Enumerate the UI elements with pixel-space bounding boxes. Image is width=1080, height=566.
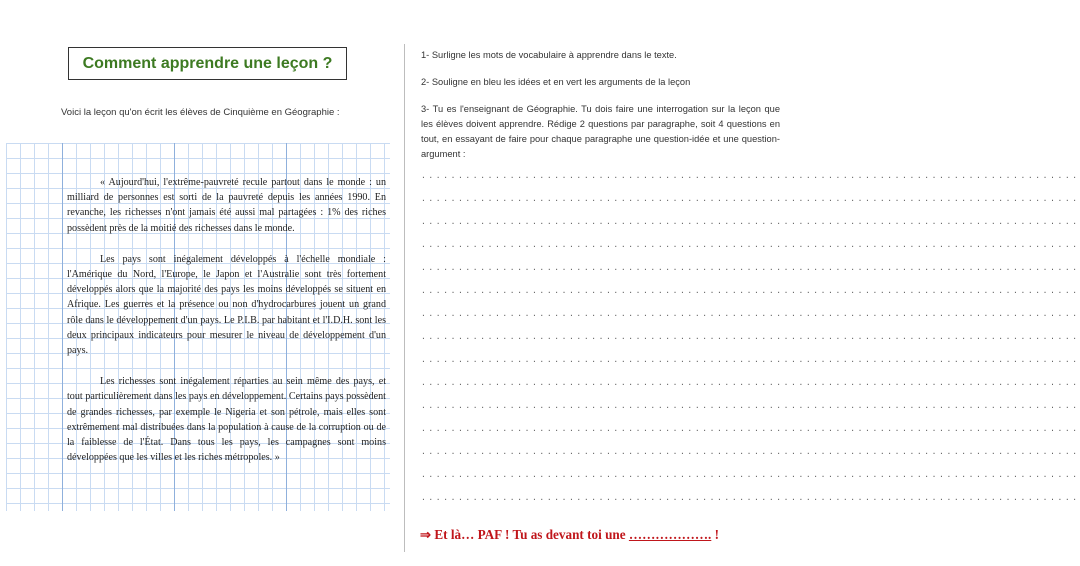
answer-line[interactable]: ......................................................................................... [421,471,1080,480]
lesson-paragraph-3: Les richesses sont inégalement réparties au sein même des pays, et tout particulièrement dans les pays en développement. Certains pays possèdent de grandes richesses, par exemple le Nigeria et son pétrole, mais elles sont extrêmement mal distribuées dans la population à cause de la corruption ou de la faiblesse de l'État. Dans tous les pays, les campagnes sont moins développées que les villes et les riches métropoles. » [67,376,386,464]
answer-line[interactable]: ......................................................................................... [421,425,1080,434]
instructions [421,48,780,174]
instruction-2: 2- Souligne en bleu les idées et en vert les arguments de la leçon [421,77,691,87]
footer-end: ! [711,527,720,542]
answer-line[interactable]: ......................................................................................... [421,310,1080,319]
answer-line[interactable]: ......................................................................................... [421,172,1080,181]
lesson-text [67,175,386,481]
instruction-3: 3- Tu es l'enseignant de Géographie. Tu dois faire une interrogation sur la leçon que les élèves doivent apprendre. Rédige 2 questions par paragraphe, soit 4 questions en tout, en essayant de faire pour chaque paragraphe une question-idée et une question-argument : [421,104,780,159]
answer-line[interactable]: ......................................................................................... [421,241,1080,250]
answer-line[interactable]: ......................................................................................... [421,333,1080,342]
title-box [68,47,347,80]
answer-line[interactable]: ......................................................................................... [421,448,1080,457]
footer-text: ⇒ Et là… PAF ! Tu as devant toi une [420,527,629,542]
answer-line[interactable]: ......................................................................................... [421,379,1080,388]
answer-line[interactable]: ......................................................................................... [421,195,1080,204]
lesson-paragraph-2: Les pays sont inégalement développés à l'échelle mondiale : l'Amérique du Nord, l'Europe, le Japon et l'Australie sont très fortement développés alors que la majorité des pays les moins développés se situent en Afrique. Les guerres et la présence ou non d'hydrocarbures jouent un grand rôle dans le développement d'un pays. Le P.I.B. par habitant et l'I.D.H. sont les deux principaux indicateurs pour mesurer le niveau de développement d'un pays. [67,253,386,357]
page-title: Comment apprendre une leçon ? [82,54,333,72]
answer-line[interactable]: ......................................................................................... [421,287,1080,296]
answer-line[interactable]: ......................................................................................... [421,494,1080,503]
instruction-1: 1- Surligne les mots de vocabulaire à apprendre dans le texte. [421,50,677,60]
answer-line[interactable]: ......................................................................................... [421,264,1080,273]
column-divider [404,44,405,552]
lesson-paragraph-1: « Aujourd'hui, l'extrême-pauvreté recule partout dans le monde : un milliard de personnes est sorti de la pauvreté depuis les années 1990. En revanche, les richesses n'ont jamais été aussi mal partagées : 1% des riches possèdent près de la moitié des richesses dans le monde. [67,177,386,234]
answer-line[interactable]: ......................................................................................... [421,356,1080,365]
answer-line[interactable]: ......................................................................................... [421,218,1080,227]
footer-prompt [420,527,782,543]
answer-line[interactable]: ......................................................................................... [421,402,1080,411]
intro-text: Voici la leçon qu'on écrit les élèves de Cinquième en Géographie : [61,107,340,118]
footer-blank: ………………. [628,527,712,542]
